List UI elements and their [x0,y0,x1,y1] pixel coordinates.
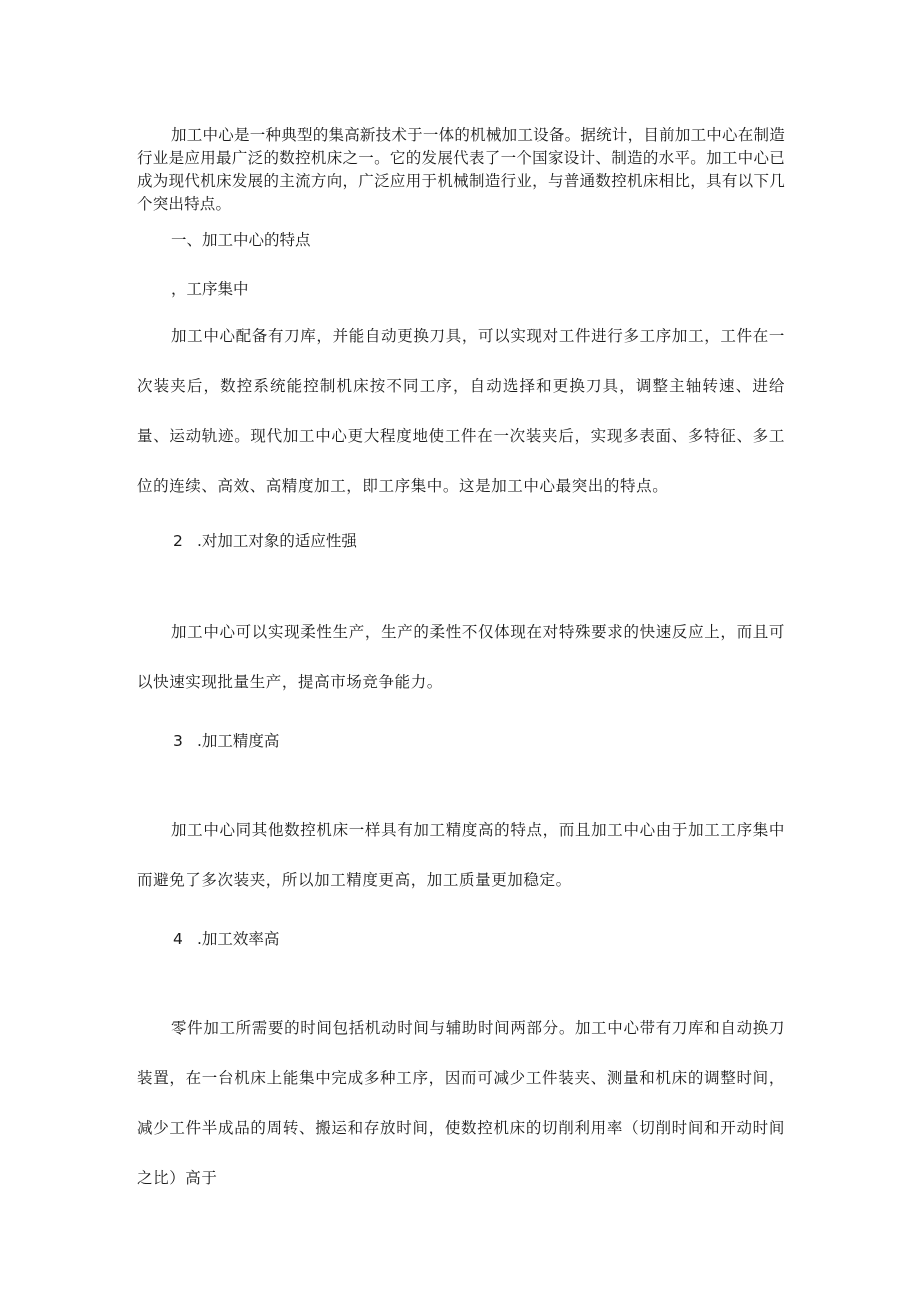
item-1-title: ，工序集中 [171,280,249,298]
item-3-body: 加工中心同其他数控机床一样具有加工精度高的特点，而且加工中心由于加工工序集中而避免了多次装夹，所以加工精度更高，加工质量更加稳定。 [137,821,785,889]
item-3-number: 3 [173,732,183,750]
intro-paragraph: 加工中心是一种典型的集高新技术于一体的机械加工设备。据统计，目前加工中心在制造行业是应用最广泛的数控机床之一。它的发展代表了一个国家设计、制造的水平。加工中心已成为现代机床发展的主流方向，广泛应用于机械制造行业，与普通数控机床相比，具有以下几个突出特点。 [137,126,785,213]
item-4-heading [137,928,785,950]
item-4-body: 零件加工所需要的时间包括机动时间与辅助时间两部分。加工中心带有刀库和自动换刀装置，在一台机床上能集中完成多种工序，因而可减少工件装夹、测量和机床的调整时间，减少工件半成品的周转、搬运和存放时间，使数控机床的切削利用率（切削时间和开动时间之比）高于 [137,1019,785,1187]
item-2-heading [137,530,785,552]
item-3-title: .加工精度高 [197,732,280,750]
section-title: 一、加工中心的特点 [171,231,311,249]
item-2-body: 加工中心可以实现柔性生产，生产的柔性不仅体现在对特殊要求的快速反应上，而且可以快速实现批量生产，提高市场竞争能力。 [137,623,785,691]
item-2-number: 2 [173,532,183,550]
item-2-title: .对加工对象的适应性强 [197,532,357,550]
item-4-number: 4 [173,930,183,948]
item-1-body: 加工中心配备有刀库，并能自动更换刀具，可以实现对工件进行多工序加工，工件在一次装夹后，数控系统能控制机床按不同工序，自动选择和更换刀具，调整主轴转速、进给量、运动轨迹。现代加工中心更大程度地使工件在一次装夹后，实现多表面、多特征、多工位的连续、高效、高精度加工，即工序集中。这是加工中心最突出的特点。 [137,327,785,495]
item-4-title: .加工效率高 [197,930,280,948]
item-3-heading [137,730,785,752]
